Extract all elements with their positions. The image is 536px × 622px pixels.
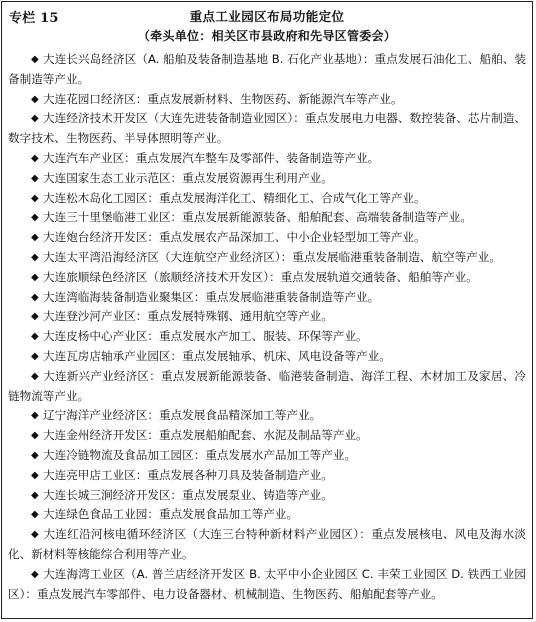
list-item <box>8 486 526 506</box>
list-item-text: 大连绿色食品工业园：重点发展食品加工等产业。 <box>43 507 299 522</box>
list-item <box>8 149 526 169</box>
diamond-bullet-icon: ◆ <box>31 54 39 65</box>
list-item-text: 大连长城三涧经济开发区：重点发展泵业、铸造等产业。 <box>43 487 333 502</box>
list-item-text: 大连湾临海装备制造业聚集区：重点发展临港重装备制造等产业。 <box>43 289 380 304</box>
list-item-text: 大连红沿河核电循环经济区（大连三台特种新材料产业园区）：重点发展核电、风电及海水淡化、新材料等核能综合利用等产业。 <box>8 527 526 561</box>
diamond-bullet-icon: ◆ <box>31 311 39 323</box>
diamond-bullet-icon: ◆ <box>31 152 39 164</box>
diamond-bullet-icon: ◆ <box>31 489 39 501</box>
diamond-bullet-icon: ◆ <box>31 232 39 244</box>
list-item-text: 大连炮台经济开发区：重点发展农产品深加工、中小企业轻型加工等产业。 <box>43 230 426 245</box>
list-item <box>8 327 526 347</box>
list-item-text: 大连三十里堡临港工业区：重点发展新能源装备、船舶配套、高端装备制造等产业。 <box>43 210 472 225</box>
list-item <box>8 406 526 426</box>
diamond-bullet-icon: ◆ <box>31 430 39 442</box>
diamond-bullet-icon: ◆ <box>31 93 39 105</box>
list-item <box>8 169 526 189</box>
list-item <box>8 307 526 327</box>
list-item <box>8 347 526 367</box>
diamond-bullet-icon: ◆ <box>31 113 39 125</box>
list-item <box>8 565 526 605</box>
list-item-text: 大连海湾工业区（A. 普兰店经济开发区 B. 太平中小企业园区 C. 丰荣工业园区 D. 铁西工业园区）：重点发展汽车零部件、电力设备器材、机械制造、生物医药、船舶配套等产业。 <box>8 566 526 601</box>
list-item <box>8 50 526 90</box>
diamond-bullet-icon: ◆ <box>31 568 39 580</box>
list-item <box>8 248 526 268</box>
diamond-bullet-icon: ◆ <box>31 251 39 263</box>
list-item-text: 大连松木岛化工园区：重点发展海洋化工、精细化工、合成气化工等产业。 <box>43 190 426 205</box>
diamond-bullet-icon: ◆ <box>31 271 39 283</box>
list-item <box>8 466 526 486</box>
diamond-bullet-icon: ◆ <box>31 410 39 422</box>
diamond-bullet-icon: ◆ <box>31 212 39 224</box>
list-item-text: 大连长兴岛经济区（A. 船舶及装备制造基地 B. 石化产业基地）：重点发展石油化工、船舶、装备制造等产业。 <box>8 52 526 86</box>
list-item <box>8 525 526 565</box>
box-title: 重点工业园区布局功能定位 <box>189 9 345 24</box>
diamond-bullet-icon: ◆ <box>31 291 39 303</box>
list-item-text: 大连新兴产业经济区：重点发展新能源装备、临港装备制造、海洋工程、木材加工及家居、冷链物流等产业。 <box>8 368 526 403</box>
list-item <box>8 505 526 525</box>
diamond-bullet-icon: ◆ <box>31 370 39 382</box>
column-label: 专栏 15 <box>9 11 59 26</box>
list-item-text: 大连汽车产业区：重点发展汽车整车及零部件、装备制造等产业。 <box>43 150 380 165</box>
diamond-bullet-icon: ◆ <box>31 331 39 343</box>
box-header <box>2 2 532 48</box>
list-item-text: 大连太平湾沿海经济区（大连航空产业经济区）：重点发展临港重装备制造、航空等产业。 <box>43 249 501 264</box>
column-box <box>1 1 533 619</box>
list-item-text: 大连登沙河产业区：重点发展特殊钢、通用航空等产业。 <box>43 309 333 324</box>
list-item-text: 大连国家生态工业示范区：重点发展资源再生利用产业。 <box>43 170 333 185</box>
diamond-bullet-icon: ◆ <box>31 192 39 204</box>
diamond-bullet-icon: ◆ <box>31 529 39 541</box>
diamond-bullet-icon: ◆ <box>31 469 39 481</box>
list-item-text: 大连旅顺绿色经济区（旅顺经济技术开发区）：重点发展轨道交通装备、船舶等产业。 <box>43 269 478 284</box>
list-item <box>8 446 526 466</box>
list-item-text: 大连金州经济开发区：重点发展船舶配套、水泥及制品等产业。 <box>43 428 368 443</box>
list-item-text: 大连瓦房店轴承产业园区：重点发展轴承、机床、风电设备等产业。 <box>43 348 391 363</box>
park-list <box>8 50 526 604</box>
list-item <box>8 109 526 149</box>
diamond-bullet-icon: ◆ <box>31 449 39 461</box>
list-item <box>8 208 526 228</box>
diamond-bullet-icon: ◆ <box>31 509 39 521</box>
list-item <box>8 367 526 407</box>
list-item <box>8 90 526 110</box>
diamond-bullet-icon: ◆ <box>31 172 39 184</box>
list-item-text: 大连冷链物流及食品加工园区：重点发展水产品加工等产业。 <box>43 447 357 462</box>
list-item-text: 大连经济技术开发区（大连先进装备制造业园区）：重点发展电力电器、数控装备、芯片制造、数字技术、生物医药、半导体照明等产业。 <box>8 111 526 146</box>
list-item <box>8 189 526 209</box>
list-item-text: 大连皮杨中心产业区：重点发展水产加工、服装、环保等产业。 <box>43 329 368 344</box>
list-item-text: 大连花园口经济区：重点发展新材料、生物医药、新能源汽车等产业。 <box>43 91 403 106</box>
list-item <box>8 268 526 288</box>
list-item-text: 大连亮甲店工业区：重点发展各种刀具及装备制造产业。 <box>43 467 333 482</box>
box-subtitle: （牵头单位：相关区市县政府和先导区管委会） <box>137 29 397 43</box>
list-item <box>8 288 526 308</box>
list-item <box>8 228 526 248</box>
diamond-bullet-icon: ◆ <box>31 350 39 362</box>
list-item <box>8 426 526 446</box>
list-item-text: 辽宁海洋产业经济区：重点发展食品精深加工等产业。 <box>43 408 322 423</box>
